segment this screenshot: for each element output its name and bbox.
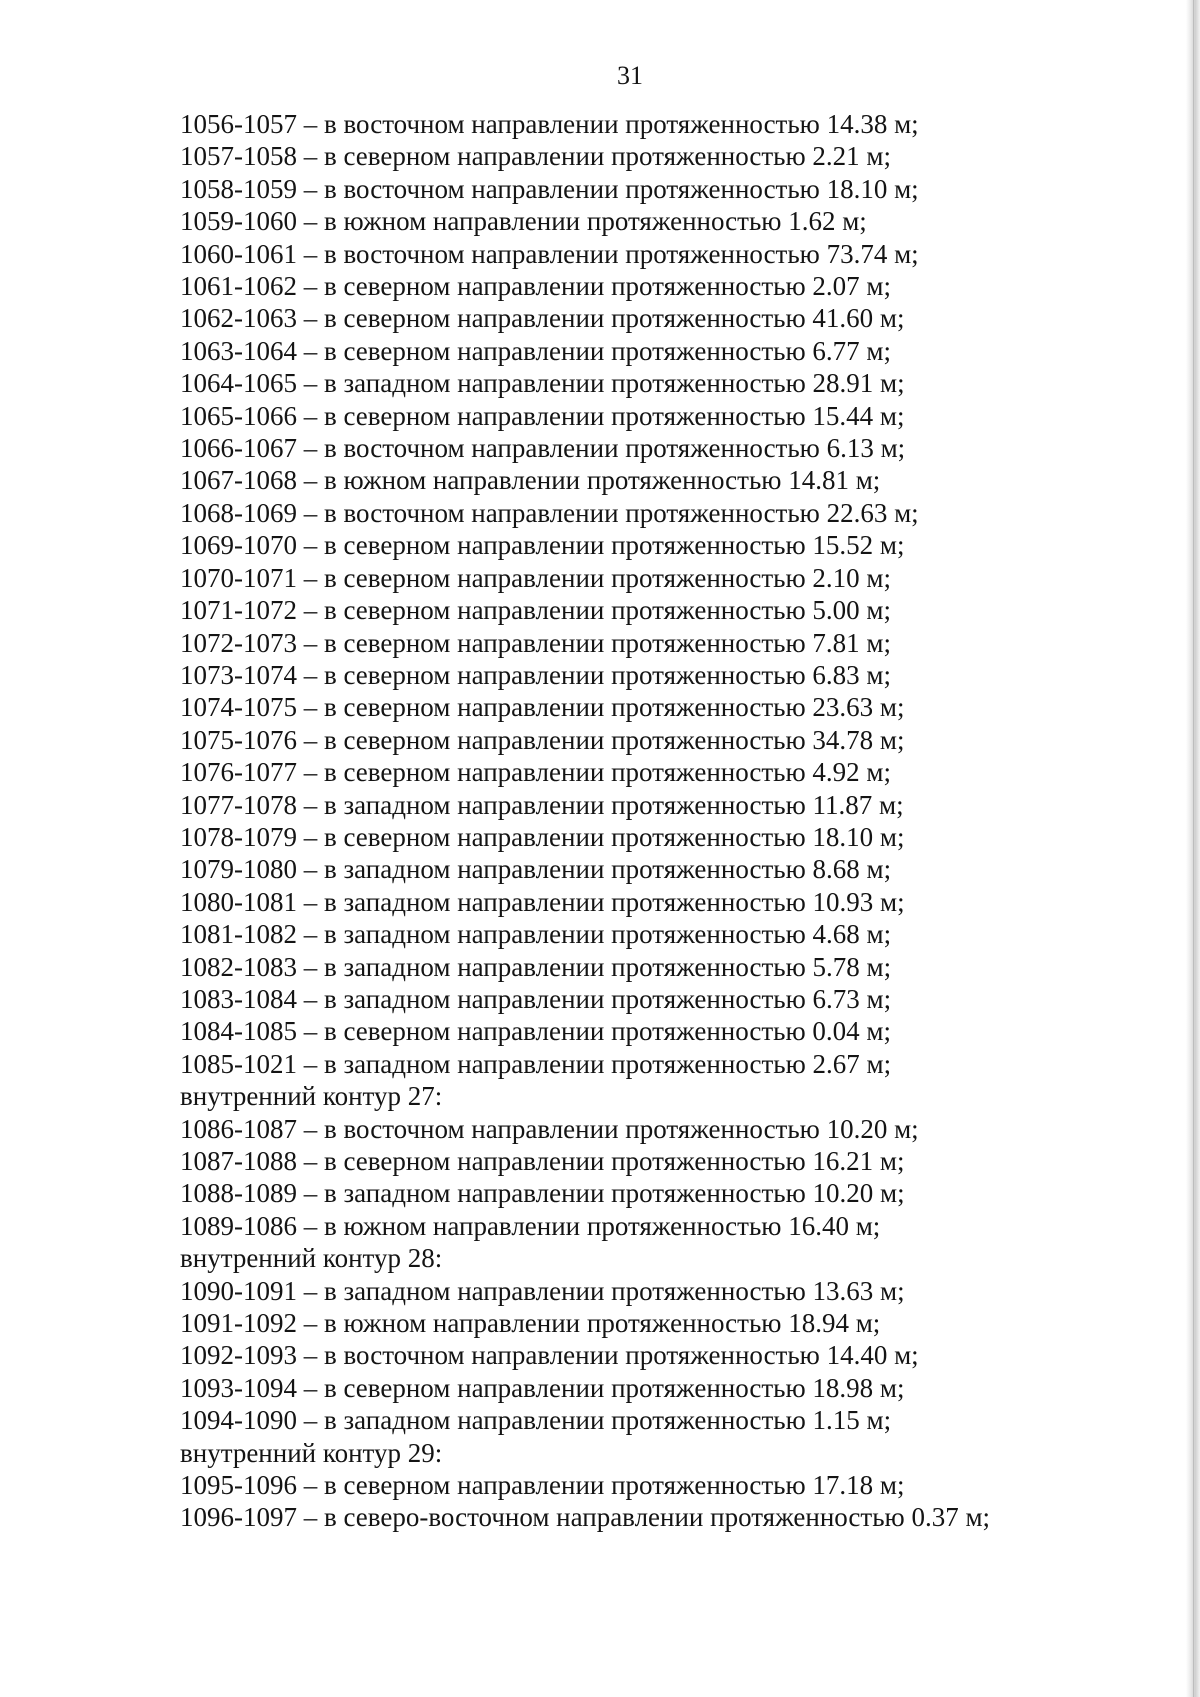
text-line: 1085-1021 – в западном направлении протяженностью 2.67 м;	[180, 1048, 892, 1079]
text-line: 1074-1075 – в северном направлении протяженностью 23.63 м;	[180, 692, 905, 723]
text-line: 1083-1084 – в западном направлении протяженностью 6.73 м;	[180, 983, 892, 1014]
text-line: 1092-1093 – в восточном направлении протяженностью 14.40 м;	[180, 1340, 919, 1371]
text-line: 1096-1097 – в северо-восточном направлении протяженностью 0.37 м;	[180, 1502, 991, 1533]
text-line: внутренний контур 28:	[180, 1243, 443, 1274]
boundary-description-list	[180, 108, 1140, 1534]
text-line: 1063-1064 – в северном направлении протяженностью 6.77 м;	[180, 335, 892, 366]
text-line: 1082-1083 – в западном направлении протяженностью 5.78 м;	[180, 951, 892, 982]
text-line: 1087-1088 – в северном направлении протяженностью 16.21 м;	[180, 1146, 905, 1176]
text-line: 1072-1073 – в северном направлении протяженностью 7.81 м;	[180, 627, 892, 658]
text-line: 1088-1089 – в западном направлении протяженностью 10.20 м;	[180, 1178, 905, 1209]
text-line: 1094-1090 – в западном направлении протяженностью 1.15 м;	[180, 1405, 892, 1436]
page-number: 31	[617, 61, 643, 90]
text-line: 1075-1076 – в северном направлении протяженностью 34.78 м;	[180, 724, 905, 755]
text-line: 1077-1078 – в западном направлении протяженностью 11.87 м;	[180, 789, 904, 820]
text-line: 1069-1070 – в северном направлении протяженностью 15.52 м;	[180, 530, 905, 561]
text-line: 1093-1094 – в северном направлении протяженностью 18.98 м;	[180, 1372, 905, 1403]
text-line: 1059-1060 – в южном направлении протяженностью 1.62 м;	[180, 206, 867, 237]
text-line: внутренний контур 27:	[180, 1081, 443, 1112]
text-line: 1079-1080 – в западном направлении протяженностью 8.68 м;	[180, 854, 892, 885]
text-line: 1056-1057 – в восточном направлении протяженностью 14.38 м;	[180, 109, 919, 139]
text-line: 1060-1061 – в восточном направлении протяженностью 73.74 м;	[180, 238, 919, 269]
text-line: 1091-1092 – в южном направлении протяженностью 18.94 м;	[180, 1308, 881, 1339]
text-line: 1064-1065 – в западном направлении протяженностью 28.91 м;	[180, 368, 905, 399]
text-line: 1084-1085 – в северном направлении протяженностью 0.04 м;	[180, 1016, 892, 1047]
scan-edge-line	[1193, 0, 1194, 1697]
text-line: 1086-1087 – в восточном направлении протяженностью 10.20 м;	[180, 1113, 919, 1144]
text-line: 1067-1068 – в южном направлении протяженностью 14.81 м;	[180, 465, 881, 496]
text-line: 1070-1071 – в северном направлении протяженностью 2.10 м;	[180, 562, 892, 593]
text-line: 1068-1069 – в восточном направлении протяженностью 22.63 м;	[180, 497, 919, 528]
text-line: 1078-1079 – в северном направлении протяженностью 18.10 м;	[180, 821, 905, 852]
text-line: 1071-1072 – в северном направлении протяженностью 5.00 м;	[180, 595, 892, 626]
text-line: 1095-1096 – в северном направлении протяженностью 17.18 м;	[180, 1470, 905, 1501]
text-line: 1057-1058 – в северном направлении протяженностью 2.21 м;	[180, 141, 892, 172]
text-line: 1081-1082 – в западном направлении протяженностью 4.68 м;	[180, 919, 892, 950]
text-line: 1058-1059 – в восточном направлении протяженностью 18.10 м;	[180, 173, 919, 204]
text-line: 1061-1062 – в северном направлении протяженностью 2.07 м;	[180, 271, 892, 302]
text-line: 1090-1091 – в западном направлении протяженностью 13.63 м;	[180, 1275, 905, 1306]
text-line: 1066-1067 – в восточном направлении протяженностью 6.13 м;	[180, 433, 906, 464]
text-line: 1062-1063 – в северном направлении протяженностью 41.60 м;	[180, 303, 905, 334]
text-line: внутренний контур 29:	[180, 1437, 443, 1468]
text-line: 1065-1066 – в северном направлении протяженностью 15.44 м;	[180, 400, 905, 431]
text-line: 1073-1074 – в северном направлении протяженностью 6.83 м;	[180, 659, 892, 690]
text-line: 1076-1077 – в северном направлении протяженностью 4.92 м;	[180, 757, 892, 788]
text-line: 1080-1081 – в западном направлении протяженностью 10.93 м;	[180, 886, 905, 917]
text-line: 1089-1086 – в южном направлении протяженностью 16.40 м;	[180, 1210, 881, 1241]
